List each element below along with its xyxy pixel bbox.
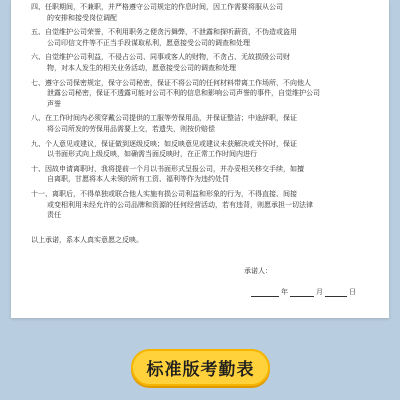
year-label: 年 bbox=[281, 288, 288, 296]
template-title-banner bbox=[131, 349, 270, 386]
clause-line: 声誉 bbox=[47, 99, 61, 108]
clause-line: 自离职，甘愿将本人未领的所有工资、福利等作为违约处罚 bbox=[47, 175, 229, 184]
clause-line: 的安排和接受岗位调配 bbox=[47, 13, 117, 22]
date-line bbox=[249, 287, 356, 297]
clause-line: 将公司所发的劳保用品需要上交，若遗失，则按价赔偿 bbox=[47, 124, 215, 133]
clause-line: 五、自觉维护公司荣誉，不利用职务之便贪污舞弊，不泄露和探听薪资，不伪造或盗用 bbox=[31, 28, 297, 37]
clause-line: 公司印信文件等不正当手段谋取私利，愿意接受公司的调查和处理 bbox=[47, 38, 250, 47]
clause-line: 责任 bbox=[47, 211, 61, 220]
clause-line: 四、任职期间，不兼职，并严格遵守公司规定的作息时间，因工作需要将服从公司 bbox=[31, 3, 283, 11]
clause-line: 八、在工作时间内必须穿戴公司提供的工服等劳保用品，并保证整洁；中途辞职，保证 bbox=[31, 114, 297, 123]
clause-line: 七、遵守公司保密规定，保守公司秘密，保证不将公司的任何材料带离工作场所，不向他人 bbox=[31, 78, 311, 87]
clause-line: 十一、离职后，不得单独或联合他人实施有损公司利益和形象的行为，不得直接、间接 bbox=[31, 189, 297, 198]
clause-line: 或变相利用未经允许的公司品牌和资源的任何经营活动，若有违背，则愿承担一切法律 bbox=[47, 200, 313, 209]
day-label: 日 bbox=[349, 288, 356, 296]
clause-line: 六、自觉维护公司利益，不侵占公司、同事或客人的财物，不贪占、无故损毁公司财 bbox=[31, 53, 290, 62]
month-blank bbox=[290, 288, 314, 297]
signer-label: 承诺人： bbox=[244, 267, 272, 275]
year-blank bbox=[251, 288, 279, 297]
clause-line: 物，对本人发生的相关业务活动，愿意接受公司的调查和处理 bbox=[47, 63, 236, 72]
commitment-document bbox=[11, 0, 389, 318]
clause-line: 泄露公司秘密，保证不透露可能对公司不利的信息和影响公司声誉的事件，自觉维护公司 bbox=[47, 89, 320, 98]
day-blank bbox=[325, 288, 347, 297]
clause-line: 以书面形式向上级反映，如确需当面反映时，在正常工作时间内进行 bbox=[47, 150, 257, 159]
clause-line: 九、个人意见或建议，保证做到逐级反映；如反映意见或建议未获解决或关怀时，保证 bbox=[31, 139, 297, 148]
closing-statement: 以上承诺，系本人真实意愿之反映。 bbox=[31, 236, 143, 244]
clause-list bbox=[31, 2, 376, 221]
banner-title: 标准版考勤表 bbox=[146, 360, 255, 380]
clause-line: 十、因故申请离职时，我将提前一个月以书面形式呈报公司，并办妥相关移交手续，如擅 bbox=[31, 164, 304, 173]
month-label: 月 bbox=[316, 288, 323, 296]
